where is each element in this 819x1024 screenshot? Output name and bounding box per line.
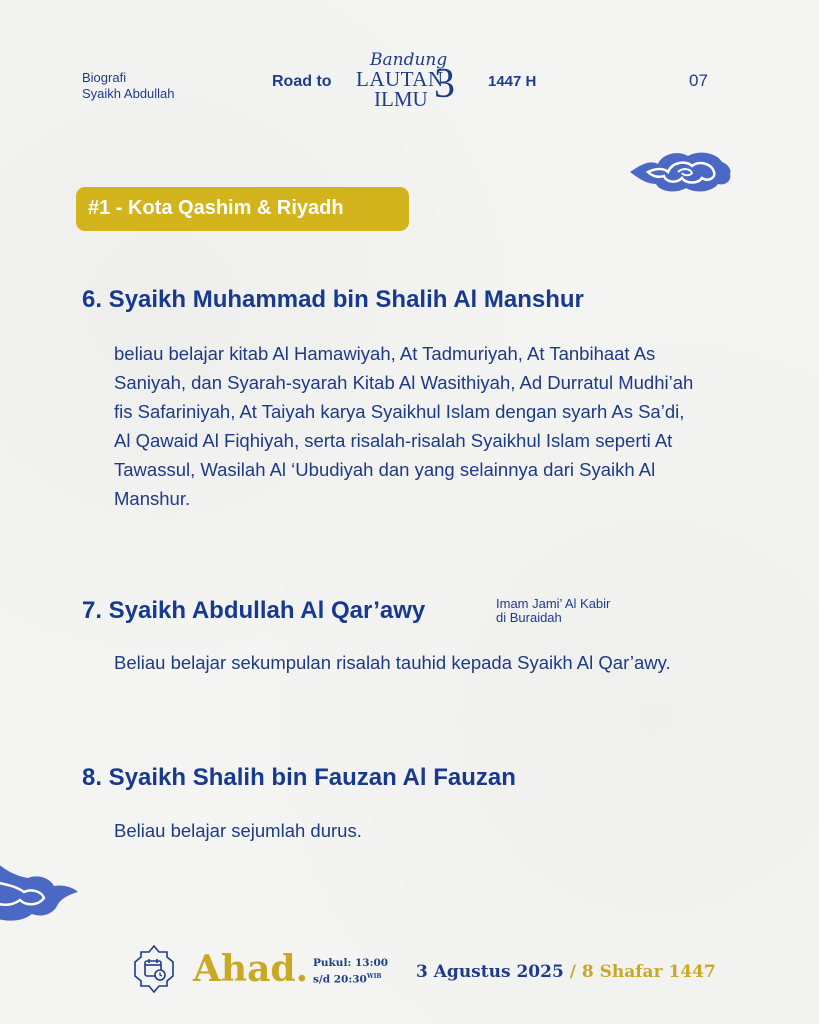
topic-line-2: Syaikh Abdullah — [82, 86, 175, 101]
logo-main-text: LAUTAN — [356, 67, 444, 91]
entry-7-body: Beliau belajar sekumpulan risalah tauhid kepada Syaikh Al Qar’awy. — [114, 652, 671, 673]
page-number: 07 — [689, 71, 708, 90]
event-time-end-value: s/d 20:30 — [313, 973, 367, 986]
entry-7-note — [496, 597, 610, 625]
event-time — [313, 957, 388, 987]
date-separator: / — [569, 962, 576, 982]
entry-8-title: 8. Syaikh Shalih bin Fauzan Al Fauzan — [82, 764, 516, 791]
event-time-end — [313, 970, 388, 987]
entry-7-note-line-2: di Buraidah — [496, 610, 562, 625]
entry-6-body: beliau belajar kitab Al Hamawiyah, At Tadmuriyah, At Tanbihaat As Saniyah, dan Syarah-syarah Kitab Al Wasithiyah, Ad Durratul Mudhi’ah fis Safariniyah, At Taiyah karya Syaikhul Islam dengan syarh As Sa’di, Al Qawaid Al Fiqhiyah, serta risalah-risalah Syaikhul Islam seperti At Tawassul, Wasilah Al ‘Ubudiyah dan yang selainnya dari Syaikh Al Manshur. — [114, 343, 694, 509]
event-time-zone: WIB — [366, 973, 382, 980]
entry-6-title: 6. Syaikh Muhammad bin Shalih Al Manshur — [82, 286, 584, 313]
entry-8-body: Beliau belajar sejumlah durus. — [114, 820, 362, 841]
topic-label — [82, 70, 175, 102]
event-time-start: Pukul: 13:00 — [313, 957, 389, 969]
hijri-year: 1447 H — [488, 73, 537, 90]
gregorian-date: 3 Agustus 2025 — [416, 962, 564, 982]
event-date — [416, 962, 716, 982]
section-tag: #1 - Kota Qashim & Riyadh — [76, 187, 409, 231]
logo-script-text: Bandung — [370, 50, 448, 70]
cloud-ornament-icon — [628, 148, 732, 196]
event-day: Ahad. — [193, 948, 309, 990]
road-to-label: Road to — [272, 73, 332, 90]
entry-7-note-line-1: Imam Jami’ Al Kabir — [496, 596, 611, 611]
logo-sub-text: ILMU — [374, 87, 428, 111]
hijri-date: 8 Shafar 1447 — [581, 962, 716, 982]
entry-7-title: 7. Syaikh Abdullah Al Qar’awy — [82, 597, 426, 624]
cloud-ornament-icon — [0, 856, 78, 926]
calendar-clock-icon — [129, 944, 179, 994]
logo-number: 3 — [434, 61, 455, 107]
topic-line-1: Biografi — [82, 70, 127, 85]
event-logo — [352, 50, 472, 112]
